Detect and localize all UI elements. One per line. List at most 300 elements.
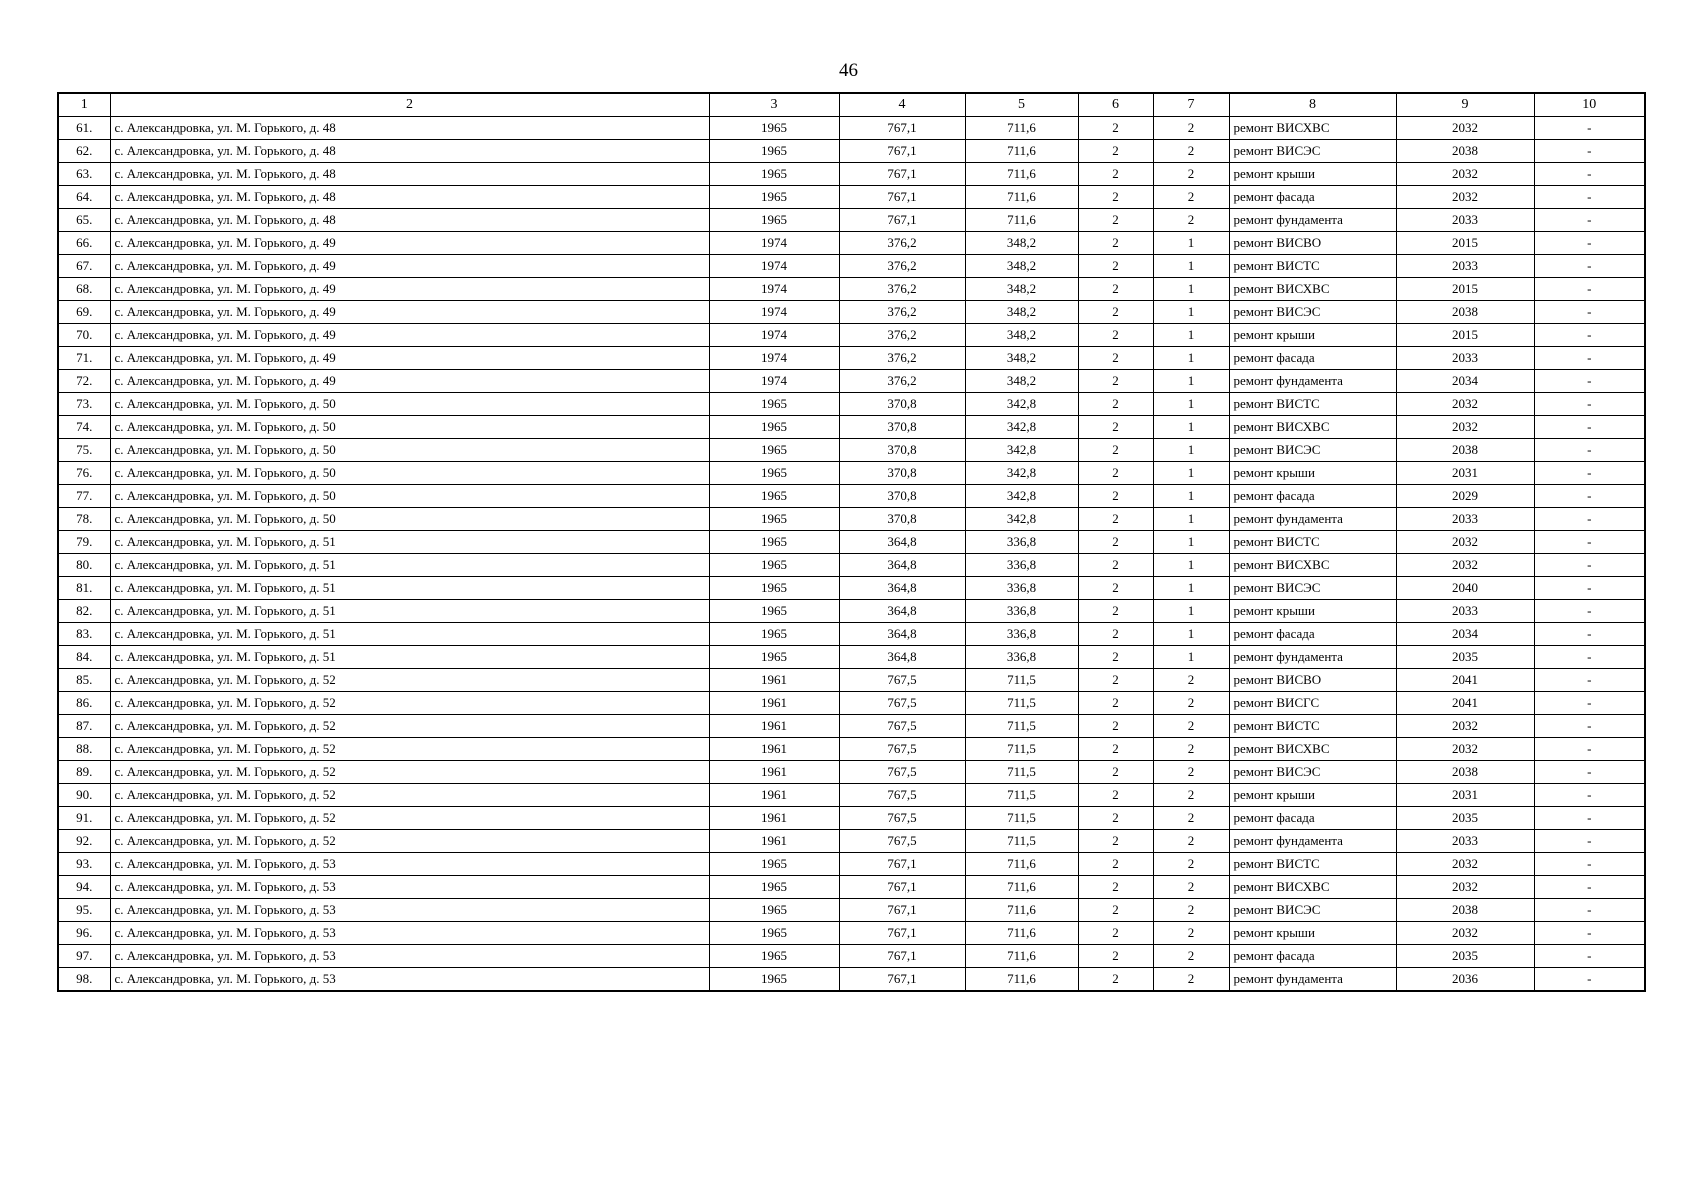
floors-count-cell: 2	[1078, 646, 1153, 669]
note-cell: -	[1534, 600, 1645, 623]
note-cell: -	[1534, 232, 1645, 255]
planned-year-cell: 2032	[1396, 738, 1534, 761]
planned-year-cell: 2038	[1396, 439, 1534, 462]
work-type-cell: ремонт ВИСТС	[1229, 255, 1396, 278]
entrances-count-cell: 2	[1153, 209, 1229, 232]
row-number-cell: 65.	[58, 209, 110, 232]
work-type-cell: ремонт ВИСХВС	[1229, 738, 1396, 761]
build-year-cell: 1965	[709, 853, 839, 876]
work-type-cell: ремонт ВИСЭС	[1229, 761, 1396, 784]
living-area-cell: 342,8	[965, 439, 1078, 462]
table-row	[58, 830, 1645, 853]
work-type-cell: ремонт ВИСЭС	[1229, 301, 1396, 324]
column-header: 1	[58, 93, 110, 117]
address-cell: с. Александровка, ул. М. Горького, д. 49	[110, 255, 709, 278]
build-year-cell: 1965	[709, 393, 839, 416]
floors-count-cell: 2	[1078, 186, 1153, 209]
total-area-cell: 364,8	[839, 600, 965, 623]
entrances-count-cell: 1	[1153, 439, 1229, 462]
entrances-count-cell: 1	[1153, 508, 1229, 531]
living-area-cell: 711,5	[965, 761, 1078, 784]
table-header-row	[58, 93, 1645, 117]
row-number-cell: 66.	[58, 232, 110, 255]
entrances-count-cell: 1	[1153, 623, 1229, 646]
table-row	[58, 922, 1645, 945]
entrances-count-cell: 2	[1153, 853, 1229, 876]
address-cell: с. Александровка, ул. М. Горького, д. 48	[110, 186, 709, 209]
work-type-cell: ремонт крыши	[1229, 163, 1396, 186]
note-cell: -	[1534, 577, 1645, 600]
living-area-cell: 348,2	[965, 347, 1078, 370]
column-header: 9	[1396, 93, 1534, 117]
living-area-cell: 348,2	[965, 301, 1078, 324]
living-area-cell: 336,8	[965, 577, 1078, 600]
living-area-cell: 711,6	[965, 117, 1078, 140]
total-area-cell: 767,1	[839, 186, 965, 209]
living-area-cell: 342,8	[965, 462, 1078, 485]
entrances-count-cell: 2	[1153, 807, 1229, 830]
total-area-cell: 767,1	[839, 163, 965, 186]
row-number-cell: 82.	[58, 600, 110, 623]
living-area-cell: 711,5	[965, 784, 1078, 807]
row-number-cell: 93.	[58, 853, 110, 876]
planned-year-cell: 2032	[1396, 531, 1534, 554]
planned-year-cell: 2033	[1396, 508, 1534, 531]
work-type-cell: ремонт ВИСВО	[1229, 669, 1396, 692]
planned-year-cell: 2032	[1396, 393, 1534, 416]
table-row	[58, 324, 1645, 347]
address-cell: с. Александровка, ул. М. Горького, д. 51	[110, 577, 709, 600]
build-year-cell: 1965	[709, 876, 839, 899]
floors-count-cell: 2	[1078, 784, 1153, 807]
row-number-cell: 73.	[58, 393, 110, 416]
floors-count-cell: 2	[1078, 761, 1153, 784]
total-area-cell: 767,5	[839, 761, 965, 784]
planned-year-cell: 2041	[1396, 692, 1534, 715]
address-cell: с. Александровка, ул. М. Горького, д. 53	[110, 945, 709, 968]
row-number-cell: 92.	[58, 830, 110, 853]
table-row	[58, 347, 1645, 370]
planned-year-cell: 2033	[1396, 830, 1534, 853]
living-area-cell: 711,5	[965, 669, 1078, 692]
build-year-cell: 1965	[709, 531, 839, 554]
row-number-cell: 68.	[58, 278, 110, 301]
entrances-count-cell: 1	[1153, 416, 1229, 439]
planned-year-cell: 2015	[1396, 278, 1534, 301]
work-type-cell: ремонт фундамента	[1229, 508, 1396, 531]
table-row	[58, 899, 1645, 922]
planned-year-cell: 2035	[1396, 807, 1534, 830]
floors-count-cell: 2	[1078, 945, 1153, 968]
address-cell: с. Александровка, ул. М. Горького, д. 49	[110, 347, 709, 370]
build-year-cell: 1965	[709, 508, 839, 531]
build-year-cell: 1965	[709, 968, 839, 992]
table-row	[58, 209, 1645, 232]
living-area-cell: 342,8	[965, 393, 1078, 416]
table-row	[58, 738, 1645, 761]
note-cell: -	[1534, 761, 1645, 784]
row-number-cell: 67.	[58, 255, 110, 278]
total-area-cell: 370,8	[839, 485, 965, 508]
work-type-cell: ремонт фундамента	[1229, 968, 1396, 992]
build-year-cell: 1965	[709, 140, 839, 163]
work-type-cell: ремонт ВИСХВС	[1229, 876, 1396, 899]
table-row	[58, 485, 1645, 508]
column-header: 7	[1153, 93, 1229, 117]
note-cell: -	[1534, 623, 1645, 646]
floors-count-cell: 2	[1078, 554, 1153, 577]
work-type-cell: ремонт ВИСТС	[1229, 853, 1396, 876]
table-row	[58, 255, 1645, 278]
build-year-cell: 1974	[709, 255, 839, 278]
row-number-cell: 75.	[58, 439, 110, 462]
living-area-cell: 711,6	[965, 922, 1078, 945]
entrances-count-cell: 1	[1153, 255, 1229, 278]
row-number-cell: 69.	[58, 301, 110, 324]
total-area-cell: 364,8	[839, 623, 965, 646]
planned-year-cell: 2032	[1396, 186, 1534, 209]
address-cell: с. Александровка, ул. М. Горького, д. 52	[110, 830, 709, 853]
note-cell: -	[1534, 738, 1645, 761]
row-number-cell: 88.	[58, 738, 110, 761]
entrances-count-cell: 1	[1153, 462, 1229, 485]
floors-count-cell: 2	[1078, 232, 1153, 255]
address-cell: с. Александровка, ул. М. Горького, д. 49	[110, 324, 709, 347]
build-year-cell: 1965	[709, 922, 839, 945]
floors-count-cell: 2	[1078, 577, 1153, 600]
living-area-cell: 342,8	[965, 485, 1078, 508]
total-area-cell: 376,2	[839, 370, 965, 393]
total-area-cell: 767,5	[839, 830, 965, 853]
planned-year-cell: 2036	[1396, 968, 1534, 992]
row-number-cell: 64.	[58, 186, 110, 209]
address-cell: с. Александровка, ул. М. Горького, д. 53	[110, 853, 709, 876]
work-type-cell: ремонт ВИСХВС	[1229, 117, 1396, 140]
planned-year-cell: 2034	[1396, 623, 1534, 646]
entrances-count-cell: 1	[1153, 485, 1229, 508]
note-cell: -	[1534, 324, 1645, 347]
table-row	[58, 531, 1645, 554]
table-row	[58, 462, 1645, 485]
planned-year-cell: 2031	[1396, 462, 1534, 485]
living-area-cell: 711,6	[965, 945, 1078, 968]
total-area-cell: 376,2	[839, 232, 965, 255]
work-type-cell: ремонт ВИСХВС	[1229, 554, 1396, 577]
living-area-cell: 711,6	[965, 209, 1078, 232]
entrances-count-cell: 2	[1153, 784, 1229, 807]
address-cell: с. Александровка, ул. М. Горького, д. 49	[110, 278, 709, 301]
build-year-cell: 1965	[709, 600, 839, 623]
floors-count-cell: 2	[1078, 462, 1153, 485]
floors-count-cell: 2	[1078, 876, 1153, 899]
entrances-count-cell: 2	[1153, 738, 1229, 761]
address-cell: с. Александровка, ул. М. Горького, д. 53	[110, 899, 709, 922]
entrances-count-cell: 2	[1153, 140, 1229, 163]
note-cell: -	[1534, 255, 1645, 278]
work-type-cell: ремонт ВИСТС	[1229, 531, 1396, 554]
living-area-cell: 348,2	[965, 370, 1078, 393]
planned-year-cell: 2041	[1396, 669, 1534, 692]
work-type-cell: ремонт фундамента	[1229, 830, 1396, 853]
row-number-cell: 95.	[58, 899, 110, 922]
entrances-count-cell: 2	[1153, 692, 1229, 715]
column-header: 6	[1078, 93, 1153, 117]
planned-year-cell: 2040	[1396, 577, 1534, 600]
build-year-cell: 1961	[709, 738, 839, 761]
address-cell: с. Александровка, ул. М. Горького, д. 50	[110, 393, 709, 416]
address-cell: с. Александровка, ул. М. Горького, д. 52	[110, 738, 709, 761]
floors-count-cell: 2	[1078, 209, 1153, 232]
living-area-cell: 711,6	[965, 899, 1078, 922]
capital-repair-table	[57, 92, 1646, 992]
entrances-count-cell: 1	[1153, 393, 1229, 416]
table-row	[58, 140, 1645, 163]
row-number-cell: 62.	[58, 140, 110, 163]
work-type-cell: ремонт фундамента	[1229, 646, 1396, 669]
entrances-count-cell: 2	[1153, 830, 1229, 853]
planned-year-cell: 2032	[1396, 163, 1534, 186]
note-cell: -	[1534, 715, 1645, 738]
total-area-cell: 767,1	[839, 922, 965, 945]
planned-year-cell: 2033	[1396, 255, 1534, 278]
planned-year-cell: 2033	[1396, 600, 1534, 623]
note-cell: -	[1534, 922, 1645, 945]
living-area-cell: 348,2	[965, 278, 1078, 301]
table-row	[58, 278, 1645, 301]
table-row	[58, 416, 1645, 439]
floors-count-cell: 2	[1078, 853, 1153, 876]
floors-count-cell: 2	[1078, 968, 1153, 992]
entrances-count-cell: 1	[1153, 531, 1229, 554]
floors-count-cell: 2	[1078, 623, 1153, 646]
address-cell: с. Александровка, ул. М. Горького, д. 51	[110, 554, 709, 577]
table-row	[58, 646, 1645, 669]
row-number-cell: 71.	[58, 347, 110, 370]
planned-year-cell: 2032	[1396, 876, 1534, 899]
note-cell: -	[1534, 370, 1645, 393]
work-type-cell: ремонт ВИСЭС	[1229, 899, 1396, 922]
total-area-cell: 767,1	[839, 945, 965, 968]
planned-year-cell: 2038	[1396, 761, 1534, 784]
table-row	[58, 554, 1645, 577]
total-area-cell: 767,1	[839, 140, 965, 163]
row-number-cell: 96.	[58, 922, 110, 945]
work-type-cell: ремонт ВИСХВС	[1229, 278, 1396, 301]
row-number-cell: 89.	[58, 761, 110, 784]
build-year-cell: 1961	[709, 830, 839, 853]
floors-count-cell: 2	[1078, 347, 1153, 370]
living-area-cell: 711,6	[965, 853, 1078, 876]
living-area-cell: 342,8	[965, 416, 1078, 439]
table-row	[58, 163, 1645, 186]
work-type-cell: ремонт фасада	[1229, 347, 1396, 370]
floors-count-cell: 2	[1078, 255, 1153, 278]
note-cell: -	[1534, 347, 1645, 370]
row-number-cell: 79.	[58, 531, 110, 554]
build-year-cell: 1961	[709, 669, 839, 692]
floors-count-cell: 2	[1078, 922, 1153, 945]
living-area-cell: 348,2	[965, 324, 1078, 347]
table-row	[58, 669, 1645, 692]
page-number: 46	[839, 60, 858, 81]
entrances-count-cell: 1	[1153, 347, 1229, 370]
build-year-cell: 1965	[709, 462, 839, 485]
table-row	[58, 623, 1645, 646]
address-cell: с. Александровка, ул. М. Горького, д. 50	[110, 485, 709, 508]
note-cell: -	[1534, 531, 1645, 554]
address-cell: с. Александровка, ул. М. Горького, д. 52	[110, 692, 709, 715]
living-area-cell: 711,5	[965, 715, 1078, 738]
total-area-cell: 767,5	[839, 669, 965, 692]
build-year-cell: 1965	[709, 186, 839, 209]
total-area-cell: 364,8	[839, 554, 965, 577]
entrances-count-cell: 2	[1153, 669, 1229, 692]
note-cell: -	[1534, 508, 1645, 531]
total-area-cell: 376,2	[839, 278, 965, 301]
total-area-cell: 376,2	[839, 347, 965, 370]
build-year-cell: 1965	[709, 416, 839, 439]
note-cell: -	[1534, 439, 1645, 462]
column-header: 4	[839, 93, 965, 117]
floors-count-cell: 2	[1078, 416, 1153, 439]
entrances-count-cell: 1	[1153, 370, 1229, 393]
note-cell: -	[1534, 117, 1645, 140]
total-area-cell: 370,8	[839, 393, 965, 416]
planned-year-cell: 2032	[1396, 117, 1534, 140]
work-type-cell: ремонт ВИСЭС	[1229, 577, 1396, 600]
column-header: 8	[1229, 93, 1396, 117]
row-number-cell: 86.	[58, 692, 110, 715]
floors-count-cell: 2	[1078, 669, 1153, 692]
living-area-cell: 711,6	[965, 968, 1078, 992]
row-number-cell: 74.	[58, 416, 110, 439]
column-header: 2	[110, 93, 709, 117]
total-area-cell: 370,8	[839, 439, 965, 462]
living-area-cell: 336,8	[965, 554, 1078, 577]
address-cell: с. Александровка, ул. М. Горького, д. 52	[110, 807, 709, 830]
total-area-cell: 376,2	[839, 255, 965, 278]
row-number-cell: 80.	[58, 554, 110, 577]
living-area-cell: 348,2	[965, 232, 1078, 255]
row-number-cell: 98.	[58, 968, 110, 992]
work-type-cell: ремонт фундамента	[1229, 370, 1396, 393]
living-area-cell: 711,6	[965, 140, 1078, 163]
build-year-cell: 1965	[709, 623, 839, 646]
table-row	[58, 117, 1645, 140]
note-cell: -	[1534, 416, 1645, 439]
work-type-cell: ремонт крыши	[1229, 784, 1396, 807]
entrances-count-cell: 1	[1153, 324, 1229, 347]
build-year-cell: 1965	[709, 945, 839, 968]
living-area-cell: 711,6	[965, 186, 1078, 209]
table-row	[58, 807, 1645, 830]
row-number-cell: 76.	[58, 462, 110, 485]
work-type-cell: ремонт фасада	[1229, 623, 1396, 646]
table-row	[58, 232, 1645, 255]
build-year-cell: 1965	[709, 163, 839, 186]
row-number-cell: 81.	[58, 577, 110, 600]
row-number-cell: 83.	[58, 623, 110, 646]
row-number-cell: 70.	[58, 324, 110, 347]
floors-count-cell: 2	[1078, 393, 1153, 416]
note-cell: -	[1534, 554, 1645, 577]
note-cell: -	[1534, 807, 1645, 830]
address-cell: с. Александровка, ул. М. Горького, д. 53	[110, 876, 709, 899]
work-type-cell: ремонт крыши	[1229, 922, 1396, 945]
column-header: 3	[709, 93, 839, 117]
total-area-cell: 767,5	[839, 807, 965, 830]
note-cell: -	[1534, 669, 1645, 692]
row-number-cell: 77.	[58, 485, 110, 508]
floors-count-cell: 2	[1078, 807, 1153, 830]
total-area-cell: 767,1	[839, 853, 965, 876]
work-type-cell: ремонт фасада	[1229, 485, 1396, 508]
note-cell: -	[1534, 186, 1645, 209]
floors-count-cell: 2	[1078, 140, 1153, 163]
row-number-cell: 85.	[58, 669, 110, 692]
build-year-cell: 1965	[709, 209, 839, 232]
note-cell: -	[1534, 462, 1645, 485]
row-number-cell: 78.	[58, 508, 110, 531]
total-area-cell: 364,8	[839, 531, 965, 554]
table-row	[58, 784, 1645, 807]
note-cell: -	[1534, 784, 1645, 807]
entrances-count-cell: 2	[1153, 945, 1229, 968]
row-number-cell: 72.	[58, 370, 110, 393]
total-area-cell: 767,1	[839, 876, 965, 899]
note-cell: -	[1534, 945, 1645, 968]
table-row	[58, 393, 1645, 416]
table-row	[58, 945, 1645, 968]
table-row	[58, 968, 1645, 992]
work-type-cell: ремонт крыши	[1229, 600, 1396, 623]
total-area-cell: 767,1	[839, 899, 965, 922]
address-cell: с. Александровка, ул. М. Горького, д. 48	[110, 209, 709, 232]
entrances-count-cell: 2	[1153, 117, 1229, 140]
floors-count-cell: 2	[1078, 830, 1153, 853]
note-cell: -	[1534, 278, 1645, 301]
note-cell: -	[1534, 830, 1645, 853]
build-year-cell: 1965	[709, 117, 839, 140]
floors-count-cell: 2	[1078, 324, 1153, 347]
address-cell: с. Александровка, ул. М. Горького, д. 53	[110, 968, 709, 992]
address-cell: с. Александровка, ул. М. Горького, д. 50	[110, 508, 709, 531]
entrances-count-cell: 2	[1153, 163, 1229, 186]
living-area-cell: 336,8	[965, 623, 1078, 646]
entrances-count-cell: 2	[1153, 922, 1229, 945]
planned-year-cell: 2038	[1396, 301, 1534, 324]
floors-count-cell: 2	[1078, 370, 1153, 393]
total-area-cell: 767,5	[839, 692, 965, 715]
row-number-cell: 94.	[58, 876, 110, 899]
build-year-cell: 1965	[709, 577, 839, 600]
floors-count-cell: 2	[1078, 117, 1153, 140]
build-year-cell: 1965	[709, 899, 839, 922]
planned-year-cell: 2032	[1396, 715, 1534, 738]
living-area-cell: 711,5	[965, 807, 1078, 830]
floors-count-cell: 2	[1078, 301, 1153, 324]
build-year-cell: 1961	[709, 715, 839, 738]
floors-count-cell: 2	[1078, 738, 1153, 761]
total-area-cell: 364,8	[839, 577, 965, 600]
work-type-cell: ремонт ВИСХВС	[1229, 416, 1396, 439]
note-cell: -	[1534, 853, 1645, 876]
floors-count-cell: 2	[1078, 485, 1153, 508]
work-type-cell: ремонт крыши	[1229, 324, 1396, 347]
entrances-count-cell: 2	[1153, 968, 1229, 992]
build-year-cell: 1974	[709, 347, 839, 370]
address-cell: с. Александровка, ул. М. Горького, д. 49	[110, 370, 709, 393]
